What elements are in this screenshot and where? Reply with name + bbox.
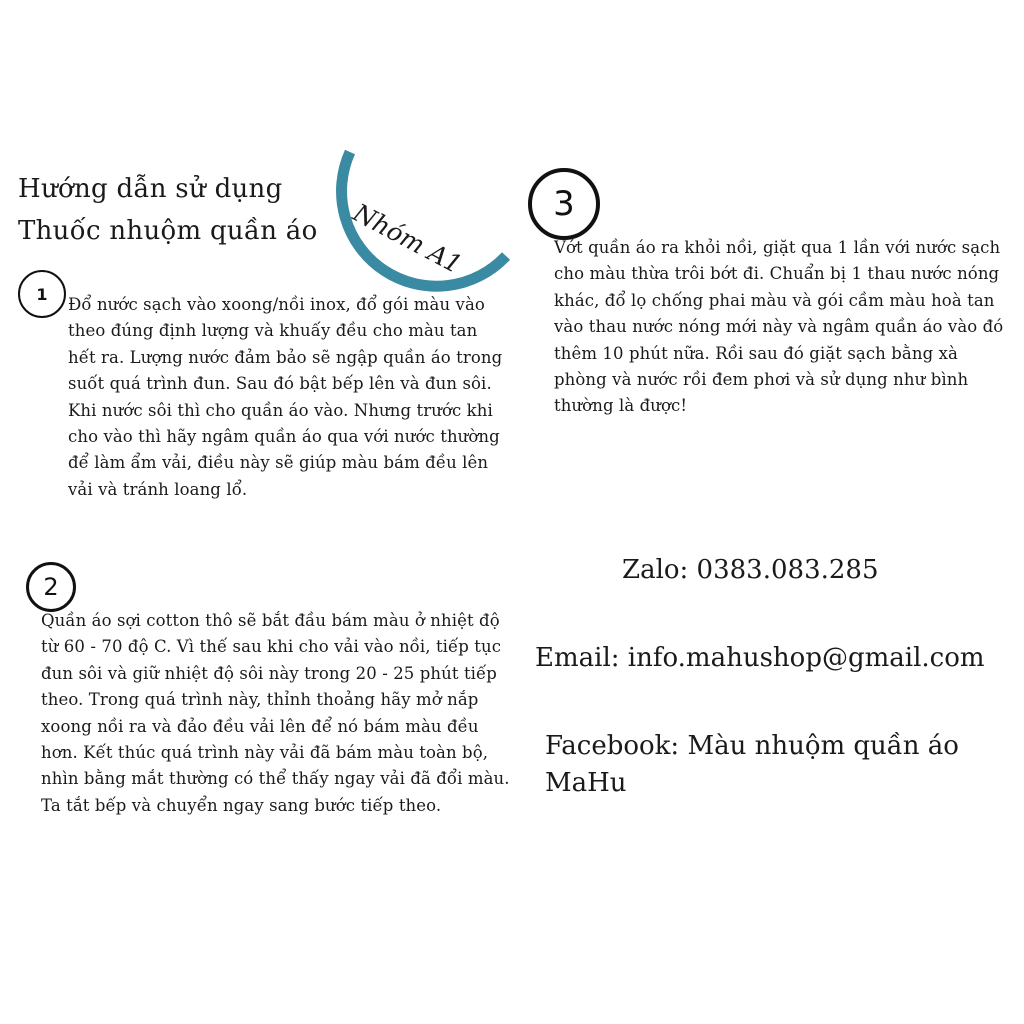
step-2-number: 2 (26, 562, 76, 612)
facebook-contact: Facebook: Màu nhuộm quần áo MaHu (545, 731, 959, 798)
group-label: Nhóm A1 (348, 198, 467, 280)
title-line-1: Hướng dẫn sử dụng (18, 174, 283, 204)
step-1-text: Đổ nước sạch vào xoong/nồi inox, đổ gói màu vào theo đúng định lượng và khuấy đều cho màu tan hết ra. Lượng nước đảm bảo sẽ ngập quần áo trong suốt quá trình đun. Sau đó bật bếp lên và đun sôi. Khi nước sôi thì cho quần áo vào. Nhưng trước khi cho vào thì hãy ngâm quần áo qua với nước thường để làm ẩm vải, điều này sẽ giúp màu bám đều lên vải và tránh loang lổ. (68, 295, 503, 499)
email-contact: Email: info.mahushop@gmail.com (535, 643, 985, 673)
step-2-text: Quần áo sợi cotton thô sẽ bắt đầu bám màu ở nhiệt độ từ 60 - 70 độ C. Vì thế sau khi cho vải vào nồi, tiếp tục đun sôi và giữ nhiệt độ sôi này trong 20 - 25 phút tiếp theo. Trong quá trình này, thỉnh thoảng hãy mở nắp xoong nồi ra và đảo đều vải lên để nó bám màu đều hơn. Kết thúc quá trình này vải đã bám màu toàn bộ, nhìn bằng mắt thường có thể thấy ngay vải đã đổi màu. Ta tắt bếp và chuyển ngay sang bước tiếp theo. (41, 611, 510, 815)
page-title (18, 168, 318, 252)
step-1-number: 1 (18, 270, 66, 318)
step-3-text: Vớt quần áo ra khỏi nồi, giặt qua 1 lần với nước sạch cho màu thừa trôi bớt đi. Chuẩn bị 1 thau nước nóng khác, đổ lọ chống phai màu và gói cầm màu hoà tan vào thau nước nóng mới này và ngâm quần áo vào đó thêm 10 phút nữa. Rồi sau đó giặt sạch bằng xà phòng và nước rồi đem phơi và sử dụng như bình thường là được! (554, 238, 1004, 416)
zalo-contact: Zalo: 0383.083.285 (622, 555, 879, 585)
step-3-number: 3 (528, 168, 600, 240)
title-line-2: Thuốc nhuộm quần áo (18, 216, 318, 246)
